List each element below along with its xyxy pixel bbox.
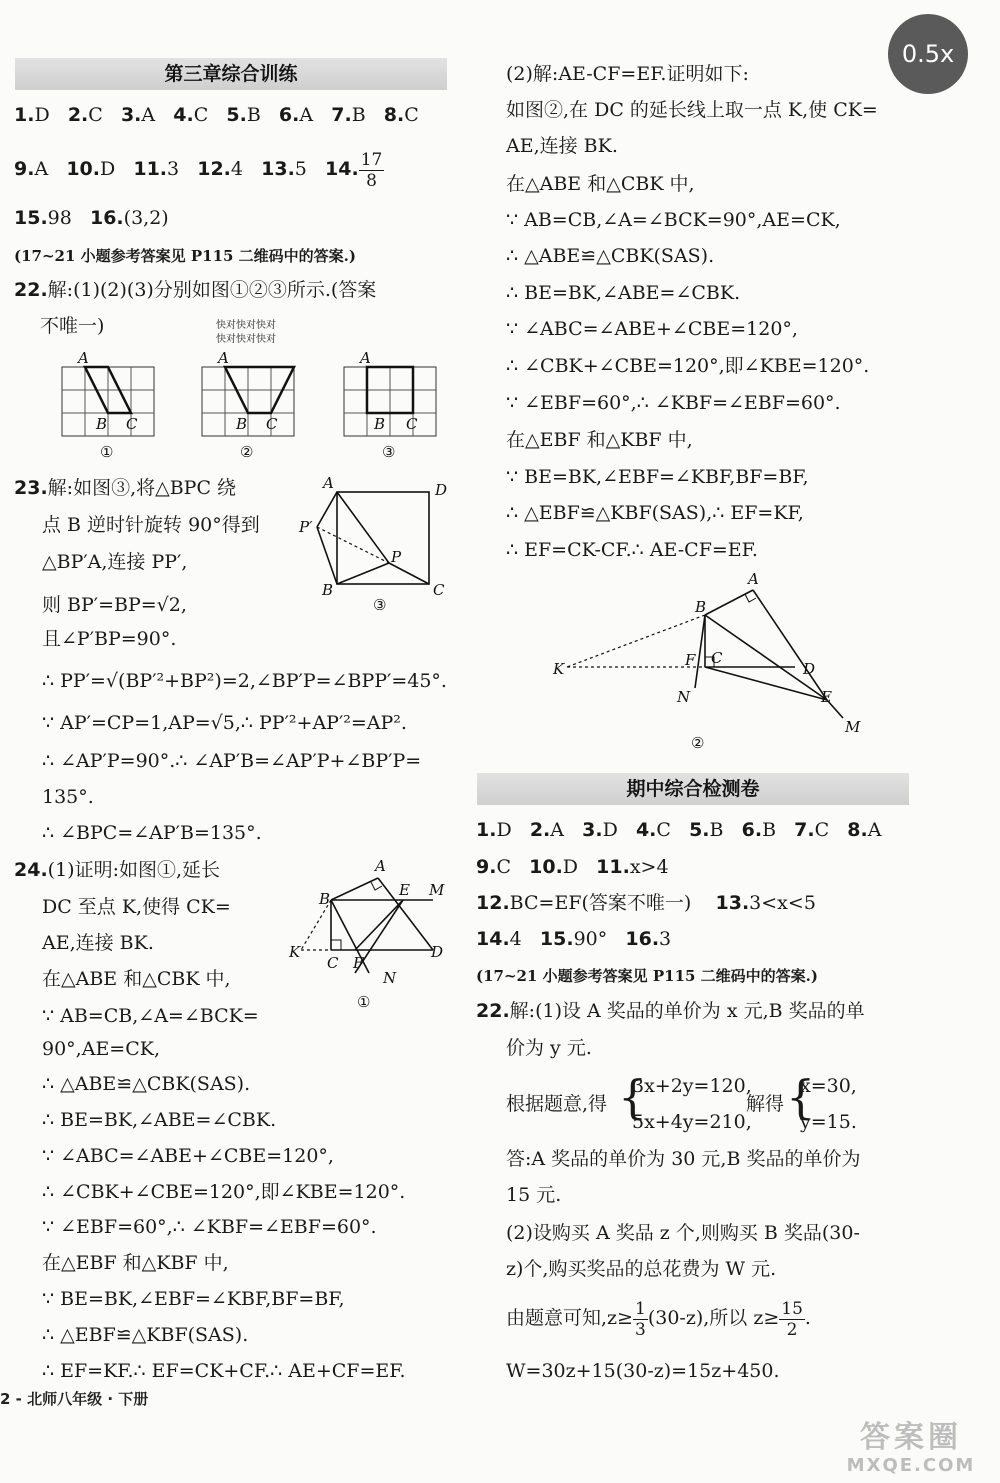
q-num: 15. <box>14 207 48 229</box>
q-num: 22. <box>476 1000 510 1022</box>
fig2-label-k: K <box>553 660 565 678</box>
q-num: 9. <box>476 856 497 878</box>
q24-line-7: ∴ BE=BK,∠ABE=∠CBK. <box>42 1109 277 1131</box>
q-ans: B <box>246 104 261 126</box>
q-num: 13. <box>715 892 750 914</box>
q-ans: A <box>34 158 49 180</box>
q-ans: B <box>762 819 777 841</box>
part2-line-6: ∴ BE=BK,∠ABE=∠CBK. <box>506 282 741 304</box>
q24-line-5: 90°,AE=CK, <box>42 1038 160 1060</box>
fig2-label-c: C <box>711 649 723 667</box>
q24-line-11: 在△EBF 和△KBF 中, <box>42 1252 229 1274</box>
q23-line-4: 且∠P′BP=90°. <box>42 628 177 650</box>
q-num: 14. <box>476 928 510 950</box>
q22-sol1: x=30, <box>800 1075 857 1097</box>
q24-line-9: ∴ ∠CBK+∠CBE=120°,即∠KBE=120°. <box>42 1181 406 1203</box>
q24-line-1: DC 至点 K,使得 CK= <box>42 896 231 918</box>
q-num: 15. <box>539 928 574 950</box>
part2-line-13: ∴ EF=CK-CF.∴ AE-CF=EF. <box>506 539 758 561</box>
grid-fig-3 <box>344 367 436 436</box>
q14-fraction <box>359 150 385 191</box>
q-num: 6. <box>741 819 763 841</box>
section-title-chapter3: 第三章综合训练 <box>15 58 447 90</box>
q-ans: A <box>867 819 882 841</box>
grid2-label-c: C <box>266 415 278 433</box>
q-ans: D <box>99 158 116 180</box>
q-ans: D <box>562 856 579 878</box>
fig1-caption: ① <box>357 993 371 1011</box>
right-q22-line2: 价为 y 元. <box>506 1037 592 1059</box>
q-num: 9. <box>14 158 35 180</box>
q-ans: (3,2) <box>123 207 169 229</box>
left-q22-line1 <box>14 278 376 302</box>
grid2-label-b: B <box>236 415 248 433</box>
q-ans: 5 <box>294 158 307 180</box>
q22-p2-text: . <box>804 1307 811 1329</box>
q23-line-1: 点 B 逆时针旋转 90°得到 <box>42 514 260 536</box>
grid-fig-1 <box>62 367 154 436</box>
watermark-top: 答案圈 <box>860 1420 962 1455</box>
fig3-label-p-prime: P′ <box>299 518 313 536</box>
q22-solve-word: 解得 <box>746 1093 785 1115</box>
fig2-label-n: N <box>677 688 691 706</box>
q-num: 5. <box>689 819 710 841</box>
left-q15-16 <box>14 206 169 230</box>
grid1-label-a: A <box>78 349 89 367</box>
fig1-label-c: C <box>327 954 339 972</box>
site-watermark-logo <box>826 1420 996 1480</box>
grid2-label-a: A <box>218 349 229 367</box>
q-ans: 90° <box>573 928 608 950</box>
grid2-caption: ② <box>240 443 254 461</box>
fig3-label-b: B <box>322 581 334 599</box>
figure-2 <box>545 570 875 755</box>
brace-left-1: { <box>618 1070 648 1124</box>
part2-line-9: ∵ ∠EBF=60°,∴ ∠KBF=∠EBF=60°. <box>506 392 841 414</box>
brace-left-2: { <box>786 1070 816 1124</box>
right-note: (17~21 小题参考答案见 P115 二维码中的答案.) <box>476 967 818 985</box>
right-q12-13 <box>476 891 816 915</box>
q-num: 2. <box>67 104 89 126</box>
q23-line-7: ∴ ∠AP′P=90°.∴ ∠AP′B=∠AP′P+∠BP′P= <box>42 750 422 772</box>
right-q22-system-lead: 根据题意,得 <box>506 1093 608 1115</box>
q22-watermark-text: 快对快对快对 <box>216 320 276 331</box>
q-ans: D <box>34 104 50 126</box>
right-mc-row-1 <box>476 818 881 842</box>
fig3-caption: ③ <box>373 596 387 610</box>
grid3-caption: ③ <box>382 443 396 461</box>
q-ans: D <box>602 819 618 841</box>
q-ans: A <box>299 104 314 126</box>
q-ans: C <box>496 856 511 878</box>
frac-num: 15 <box>781 1298 803 1319</box>
q22-p2-text: (30-z),所以 z≥ <box>647 1307 780 1329</box>
q24-line-8: ∵ ∠ABC=∠ABE+∠CBE=120°, <box>42 1145 334 1167</box>
right-q14-16 <box>476 927 671 951</box>
fig1-label-f: F <box>353 954 364 972</box>
fig2-label-f: F <box>685 651 696 669</box>
q-num: 1. <box>14 104 35 126</box>
part2-line-4: ∵ AB=CB,∠A=∠BCK=90°,AE=CK, <box>506 209 841 231</box>
q-num: 8. <box>847 819 868 841</box>
q-num: 1. <box>476 819 497 841</box>
q24-line-3: 在△ABE 和△CBK 中, <box>42 968 231 990</box>
grid3-label-b: B <box>374 415 386 433</box>
part2-line-8: ∴ ∠CBK+∠CBE=120°,即∠KBE=120°. <box>506 355 870 377</box>
q-num: 4. <box>635 819 657 841</box>
q-num: 11. <box>133 158 168 180</box>
fig2-caption: ② <box>691 734 705 752</box>
q-num: 16. <box>89 207 124 229</box>
fig1-label-m: M <box>429 881 445 899</box>
fig1-label-e: E <box>399 881 410 899</box>
left-mc-row-1 <box>14 103 419 127</box>
q-ans: 4 <box>509 928 522 950</box>
grid-figures <box>40 345 460 465</box>
fig2-label-a: A <box>748 570 759 588</box>
part2-line-3: 在△ABE 和△CBK 中, <box>506 173 695 195</box>
q22-sol2: y=15. <box>800 1111 857 1133</box>
left-note: (17~21 小题参考答案见 P115 二维码中的答案.) <box>14 247 356 265</box>
q-num: 12. <box>197 158 231 180</box>
part2-line-0: (2)解:AE-CF=EF.证明如下: <box>506 63 749 85</box>
grid-fig-2 <box>202 367 294 436</box>
q22-watermark-text: 快对快对快对 <box>216 334 276 345</box>
q24-line-13: ∴ △EBF≌△KBF(SAS). <box>42 1324 249 1346</box>
q-num: 22. <box>14 279 48 301</box>
frac-den: 3 <box>634 1319 646 1340</box>
q24-line-10: ∵ ∠EBF=60°,∴ ∠KBF=∠EBF=60°. <box>42 1216 377 1238</box>
part2-line-7: ∵ ∠ABC=∠ABE+∠CBE=120°, <box>506 318 798 340</box>
q24-line-2: AE,连接 BK. <box>42 932 154 954</box>
q-num: 3. <box>582 819 603 841</box>
q-ans: C <box>814 819 830 841</box>
q24-text: (1)证明:如图①,延长 <box>47 859 221 881</box>
q-ans: 3<x<5 <box>749 892 816 914</box>
q-ans: BC=EF(答案不唯一) <box>509 892 692 914</box>
frac-den: 8 <box>366 170 377 191</box>
q24-line-14: ∴ EF=KF.∴ EF=CK+CF.∴ AE+CF=EF. <box>42 1360 406 1382</box>
q22-p2-line1: (2)设购买 A 奖品 z 个,则购买 B 奖品(30- <box>506 1222 860 1244</box>
q-ans: C <box>88 104 103 126</box>
grid1-caption: ① <box>100 443 114 461</box>
left-mc-row-2 <box>14 145 384 193</box>
fig2-label-e: E <box>821 688 832 706</box>
part2-line-5: ∴ △ABE≌△CBK(SAS). <box>506 245 715 267</box>
q-ans: B <box>351 104 366 126</box>
q-ans: A <box>550 819 564 841</box>
q-num: 10. <box>66 158 100 180</box>
q-ans: 3 <box>659 928 672 950</box>
fig3-label-d: D <box>435 481 448 499</box>
fig3-label-a: A <box>323 474 334 492</box>
part2-line-10: 在△EBF 和△KBF 中, <box>506 429 693 451</box>
q-ans: C <box>193 104 209 126</box>
q-num: 6. <box>278 104 300 126</box>
left-q22-line2: 不唯一) <box>40 315 105 337</box>
q24-line-4: ∵ AB=CB,∠A=∠BCK= <box>42 1005 259 1027</box>
q22-p2-line2: z)个,购买奖品的总花费为 W 元. <box>506 1258 777 1280</box>
q23-line-8: 135°. <box>42 786 94 808</box>
q23-line-0 <box>14 476 236 500</box>
q-num: 16. <box>625 928 660 950</box>
part2-line-2: AE,连接 BK. <box>506 135 618 157</box>
frac-num: 1 <box>634 1298 646 1319</box>
fig2-label-d: D <box>803 660 816 678</box>
q-num: 24. <box>14 859 48 881</box>
zoom-level-button[interactable]: 0.5x <box>888 14 968 94</box>
right-mc-row-2 <box>476 855 669 879</box>
grid3-label-c: C <box>406 415 418 433</box>
q22-eq2: 5x+4y=210, <box>632 1111 752 1133</box>
fig2-label-b: B <box>695 598 707 616</box>
part2-line-1: 如图②,在 DC 的延长线上取一点 K,使 CK= <box>506 99 878 121</box>
section-title-midterm: 期中综合检测卷 <box>477 773 909 805</box>
q-ans: 4 <box>230 158 243 180</box>
q-ans: 3 <box>167 158 180 180</box>
q-num: 8. <box>383 104 405 126</box>
fig2-label-m: M <box>845 718 861 736</box>
q23-line-6: ∵ AP′=CP=1,AP=√5,∴ PP′²+AP′²=AP². <box>42 712 407 734</box>
fig3-label-p: P <box>391 548 402 566</box>
fig1-label-k: K <box>289 943 301 961</box>
grid1-label-c: C <box>126 415 138 433</box>
q-num: 3. <box>120 104 142 126</box>
fraction-fifteen-halves <box>779 1299 805 1340</box>
q-ans: x>4 <box>629 856 669 878</box>
q22-p2-text: 由题意可知,z≥ <box>506 1307 633 1329</box>
q23-line-9: ∴ ∠BPC=∠AP′B=135°. <box>42 822 262 844</box>
q24-line-12: ∵ BE=BK,∠EBF=∠KBF,BF=BF, <box>42 1288 345 1310</box>
q-ans: C <box>656 819 671 841</box>
q24-line-6: ∴ △ABE≌△CBK(SAS). <box>42 1073 251 1095</box>
q22-ans-line1: 答:A 奖品的单价为 30 元,B 奖品的单价为 <box>506 1148 861 1170</box>
q22-p2-line3 <box>506 1296 811 1340</box>
q-num: 10. <box>529 856 563 878</box>
fig3-label-c: C <box>433 581 445 599</box>
q-ans: B <box>709 819 724 841</box>
grid3-label-a: A <box>360 349 371 367</box>
right-q22-line1 <box>476 999 865 1023</box>
watermark-bottom: MXQE.COM <box>846 1455 976 1476</box>
q22-eq1: 3x+2y=120, <box>632 1075 752 1097</box>
fig1-label-d: D <box>431 943 444 961</box>
q-num: 23. <box>14 477 48 499</box>
fig1-label-b: B <box>319 890 331 908</box>
q22-ans-line2: 15 元. <box>506 1184 562 1206</box>
q-num: 11. <box>596 856 630 878</box>
q-num: 14. <box>325 158 359 180</box>
q22-text: 解:(1)(2)(3)分别如图①②③所示.(答案 <box>47 279 377 301</box>
part2-line-12: ∴ △EBF≌△KBF(SAS),∴ EF=KF, <box>506 502 804 524</box>
fig1-label-n: N <box>383 969 397 987</box>
q-ans: D <box>496 819 512 841</box>
q24-line-0 <box>14 858 220 882</box>
q-num: 4. <box>173 104 194 126</box>
q23-line-2: △BP′A,连接 PP′, <box>42 551 188 573</box>
q-ans: C <box>404 104 419 126</box>
q-num: 2. <box>529 819 551 841</box>
page-footer: 2 - 北师八年级 · 下册 <box>0 1390 149 1408</box>
q-num: 5. <box>226 104 247 126</box>
q23-text: 解:如图③,将△BPC 绕 <box>47 477 237 499</box>
q23-line-5: ∴ PP′=√(BP′²+BP²)=2,∠BP′P=∠BPP′=45°. <box>42 670 447 692</box>
q-num: 13. <box>261 158 295 180</box>
fig1-label-a: A <box>375 857 386 875</box>
q22-p2-line4: W=30z+15(30-z)=15z+450. <box>506 1360 780 1382</box>
figure-3 <box>295 470 455 610</box>
q-num: 12. <box>476 892 510 914</box>
q-num: 7. <box>794 819 815 841</box>
part2-line-11: ∵ BE=BK,∠EBF=∠KBF,BF=BF, <box>506 466 809 488</box>
q22-text: 解:(1)设 A 奖品的单价为 x 元,B 奖品的单 <box>509 1000 865 1022</box>
figure-1 <box>283 855 458 1015</box>
q23-line-3: 则 BP′=BP=√2, <box>42 594 187 616</box>
q-num: 7. <box>331 104 352 126</box>
frac-num: 17 <box>360 149 383 170</box>
frac-den: 2 <box>786 1319 798 1340</box>
q-ans: 98 <box>47 207 72 229</box>
q-ans: A <box>141 104 156 126</box>
fraction-one-third <box>633 1299 648 1340</box>
grid1-label-b: B <box>96 415 108 433</box>
